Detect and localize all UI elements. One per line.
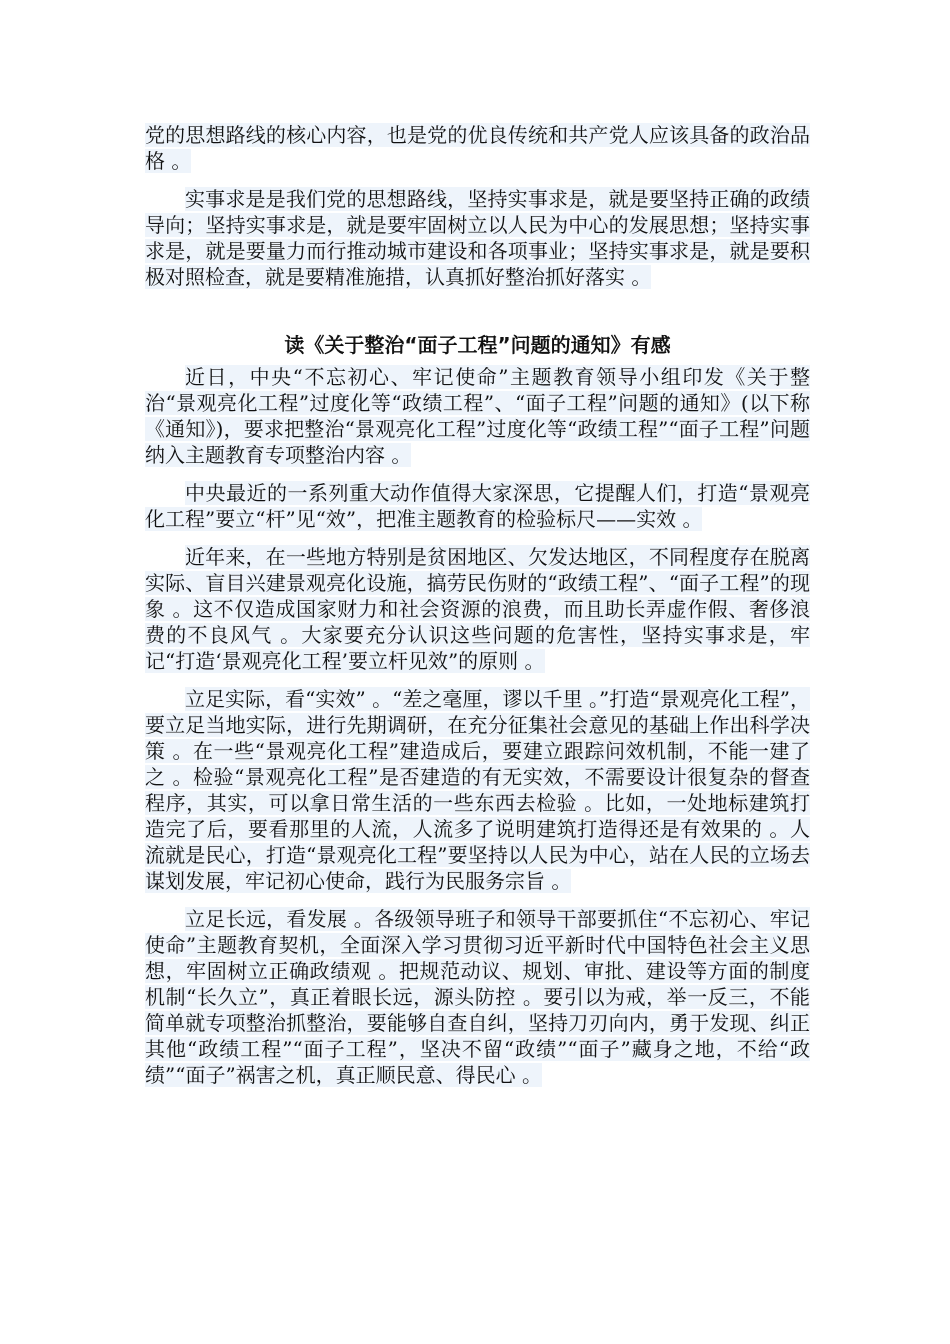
article-paragraph-4-text: 立足实际，看“实效” 。“差之毫厘，谬以千里 。”打造“景观亮化工程”，要立足当地实际，进行先期调研，在充分征集社会意见的基础上作出科学决策 。在一些“景观亮化工程”建造成后，要建立跟踪问效机制，不能一建了之 。检验“景观亮化工程”是否建造的有无实效，不需要设计很复杂的督查程序，其实，可以拿日常生活的一些东西去检验 。比如，一处地标建筑打造完了后，要看那里的人流，人流多了说明建筑打造得还是有效果的 。人流就是民心，打造“景观亮化工程”要坚持以人民为中心，站在人民的立场去谋划发展，牢记初心使命，践行为民服务宗旨 。: [145, 687, 810, 893]
article-paragraph-2-text: 中央最近的一系列重大动作值得大家深思，它提醒人们，打造“景观亮化工程”要立“杆”见“效”，把准主题教育的检验标尺——实效 。: [145, 481, 810, 531]
article-paragraph-3: [145, 544, 810, 674]
document-page: [145, 122, 810, 1100]
article-paragraph-4: [145, 686, 810, 894]
article-paragraph-5-text: 立足长远，看发展 。各级领导班子和领导干部要抓住“不忘初心、牢记使命”主题教育契机，全面深入学习贯彻习近平新时代中国特色社会主义思想，牢固树立正确政绩观 。把规范动议、规划、审批、建设等方面的制度机制“长久立”，真正着眼长远，源头防控 。要引以为戒，举一反三，不能简单就专项整治抓整治，要能够自查自纠，坚持刀刃向内，勇于发现、纠正其他“政绩工程”“面子工程”，坚决不留“政绩”“面子”藏身之地，不给“政绩”“面子”祸害之机，真正顺民意、得民心 。: [145, 907, 810, 1087]
intro-paragraph-2: [145, 186, 810, 290]
intro-paragraph-2-text: 实事求是是我们党的思想路线，坚持实事求是，就是要坚持正确的政绩导向；坚持实事求是，就是要牢固树立以人民为中心的发展思想；坚持实事求是，就是要量力而行推动城市建设和各项事业；坚持实事求是，就是要积极对照检查，就是要精准施措，认真抓好整治抓好落实 。: [145, 187, 810, 289]
article-paragraph-1: [145, 364, 810, 468]
intro-paragraph-1: [145, 122, 810, 174]
intro-paragraph-1-text: 党的思想路线的核心内容，也是党的优良传统和共产党人应该具备的政治品格 。: [145, 123, 810, 173]
article-paragraph-1-text: 近日，中央“不忘初心、牢记使命”主题教育领导小组印发《关于整治“景观亮化工程”过度化等“政绩工程”、“面子工程”问题的通知》(以下称《通知》)，要求把整治“景观亮化工程”过度化等“政绩工程”“面子工程”问题纳入主题教育专项整治内容 。: [145, 365, 810, 467]
article-paragraph-3-text: 近年来，在一些地方特别是贫困地区、欠发达地区，不同程度存在脱离实际、盲目兴建景观亮化设施，搞劳民伤财的“政绩工程”、“面子工程”的现象 。这不仅造成国家财力和社会资源的浪费，而且助长弄虚作假、奢侈浪费的不良风气 。大家要充分认识这些问题的危害性，坚持实事求是，牢记“打造‘景观亮化工程’要立杆见效”的原则 。: [145, 545, 810, 673]
article-paragraph-5: [145, 906, 810, 1088]
article-title: 读《关于整治“面子工程”问题的通知》有感: [284, 333, 671, 357]
article-paragraph-2: [145, 480, 810, 532]
